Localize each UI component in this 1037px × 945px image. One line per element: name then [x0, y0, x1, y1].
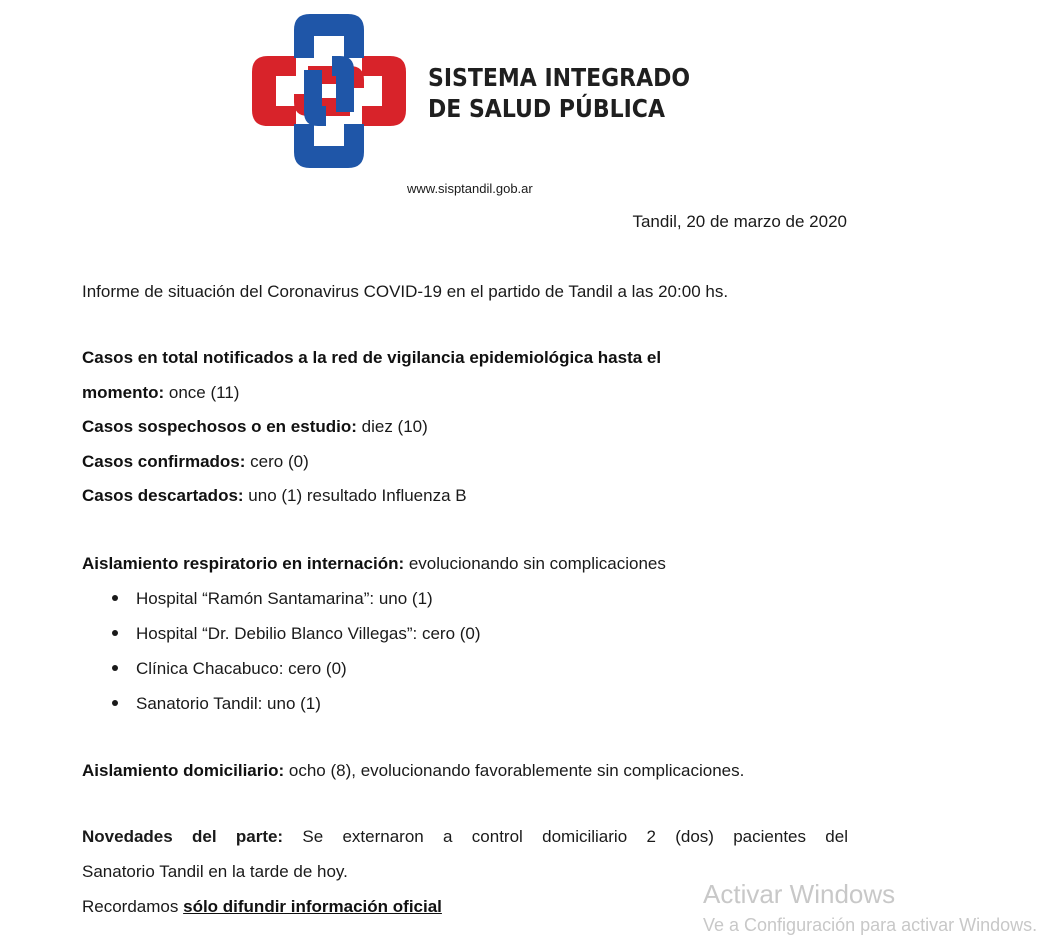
bullet-icon	[112, 630, 118, 636]
home-isolation-label: Aislamiento domiciliario:	[82, 761, 285, 780]
sisp-logo	[246, 8, 412, 174]
list-item	[112, 658, 481, 693]
total-cases-label-line1	[82, 348, 661, 368]
total-cases-value: once (11)	[164, 383, 240, 402]
watermark-title: Activar Windows	[703, 879, 896, 909]
isolation-label: Aislamiento respiratorio en internación:	[82, 554, 405, 573]
bullet-icon	[112, 595, 118, 601]
intro-paragraph: Informe de situación del Coronavirus COVID-19 en el partido de Tandil a las 20:00 hs.	[82, 282, 729, 301]
list-item-text: Hospital “Dr. Debilio Blanco Villegas”: cero (0)	[136, 624, 481, 643]
reminder-emphasis: sólo difundir información oficial	[183, 897, 442, 916]
news-line2: Sanatorio Tandil en la tarde de hoy.	[82, 862, 348, 881]
confirmed-cases-line	[82, 452, 309, 472]
org-name-line1: SISTEMA INTEGRADO	[428, 63, 691, 92]
isolation-list	[112, 588, 481, 728]
document-date: Tandil, 20 de marzo de 2020	[632, 212, 847, 231]
home-isolation-line	[82, 761, 744, 781]
home-isolation-value: ocho (8), evolucionando favorablemente sin complicaciones.	[284, 761, 745, 780]
list-item	[112, 623, 481, 658]
confirmed-cases-label: Casos confirmados:	[82, 452, 246, 471]
reminder-prefix: Recordamos	[82, 897, 184, 916]
list-item	[112, 693, 481, 728]
isolation-line	[82, 554, 666, 574]
news-value-line1: Se externaron a control domiciliario 2 (dos) pacientes del	[283, 827, 848, 846]
list-item-text: Clínica Chacabuco: cero (0)	[136, 659, 347, 678]
discarded-cases-value: uno (1) resultado Influenza B	[243, 486, 467, 505]
list-item-text: Sanatorio Tandil: uno (1)	[136, 694, 321, 713]
suspected-cases-line	[82, 417, 428, 437]
list-item	[112, 588, 481, 623]
total-cases-line	[82, 383, 239, 403]
reminder-line	[82, 897, 442, 917]
website-link[interactable]: www.sisptandil.gob.ar	[407, 181, 533, 196]
bullet-icon	[112, 665, 118, 671]
news-line1	[82, 820, 848, 854]
org-name-line2: DE SALUD PÚBLICA	[428, 94, 665, 123]
list-item-text: Hospital “Ramón Santamarina”: uno (1)	[136, 589, 433, 608]
windows-activation-watermark	[703, 878, 1037, 940]
suspected-cases-value: diez (10)	[356, 417, 428, 436]
discarded-cases-label: Casos descartados:	[82, 486, 244, 505]
watermark-subtitle: Ve a Configuración para activar Windows.	[703, 915, 1037, 935]
org-name	[428, 62, 690, 124]
suspected-cases-label: Casos sospechosos o en estudio:	[82, 417, 357, 436]
bullet-icon	[112, 700, 118, 706]
total-cases-label: momento:	[82, 383, 165, 402]
news-label: Novedades del parte:	[82, 827, 284, 846]
total-cases-heading: Casos en total notificados a la red de vigilancia epidemiológica hasta el	[82, 348, 662, 367]
isolation-value: evolucionando sin complicaciones	[404, 554, 666, 573]
discarded-cases-line	[82, 486, 467, 506]
confirmed-cases-value: cero (0)	[245, 452, 309, 471]
